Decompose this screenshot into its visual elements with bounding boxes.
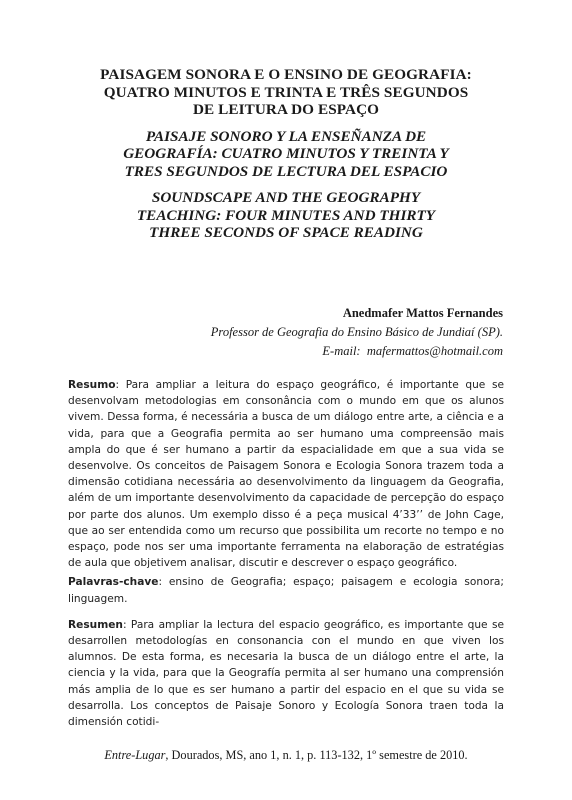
- title-en-line: THREE SECONDS OF SPACE READING: [149, 224, 423, 241]
- title-es-line: TRES SEGUNDOS DE LECTURA DEL ESPACIO: [124, 162, 448, 180]
- resumo-text: : Para ampliar a leitura do espaço geográfico, é importante que se desenvolvam metodologias em consonância com o mundo em que os alunos vivem. Dessa forma, é necessária a busca de um diálogo entre arte, a ciência e a vida, para que a Geografia permita ao ser humano uma compreensão mais ampla do que é ser humano a partir da espacialidade em que a sua vida se desenvolve. Os conceitos de Paisagem Sonora e Ecologia Sonora trazem toda a dimensão cotidiana necessária ao desenvolvimento da linguagem da Geografia, além de um importante desenvolvimento da capacidade de percepção do espaço por parte dos alunos. Um exemplo disso é a peça musical 4’33’’ de John Cage, que ao ser entendida como um recurso que possibilita um recorte no tempo e no espaço, pode nos ser uma importante ferramenta na elaboração de estratégias de aula que objetivem analisar, discutir e descrever o espaço geográfico.: [68, 379, 504, 570]
- journal-name: Entre-Lugar: [104, 748, 166, 762]
- title-pt-line: PAISAGEM SONORA E O ENSINO DE GEOGRAFIA:: [100, 66, 472, 83]
- title-es-line: GEOGRAFÍA: CUATRO MINUTOS Y TREINTA Y: [123, 145, 449, 162]
- title-pt-line: DE LEITURA DO ESPAÇO: [192, 101, 380, 118]
- title-es-line: PAISAJE SONORO Y LA ENSEÑANZA DE: [145, 127, 427, 145]
- title-en-line: SOUNDSCAPE AND THE GEOGRAPHY: [151, 189, 421, 206]
- resumen-label: Resumen: [68, 618, 123, 631]
- title-block: [60, 66, 512, 242]
- author-name: Anedmafer Mattos Fernandes: [342, 306, 503, 320]
- keywords-label: Palavras-chave: [68, 576, 159, 589]
- author-block: [103, 303, 503, 361]
- resumo-label: Resumo: [68, 379, 116, 391]
- author-email-line: [103, 342, 503, 361]
- citation-text: , Dourados, MS, ano 1, n. 1, p. 113-132, 1º semestre de 2010.: [165, 748, 468, 762]
- page-footer: [68, 747, 504, 763]
- author-affiliation: Professor de Geografia do Ensino Básico de Jundiaí (SP).: [210, 325, 503, 339]
- title-en-line: TEACHING: FOUR MINUTES AND THIRTY: [136, 206, 436, 224]
- keywords-text: : ensino de Geografia; espaço; paisagem e ecologia sonora; linguagem.: [68, 576, 504, 605]
- resumen-paragraph: [68, 617, 504, 730]
- title-spanish: [60, 128, 512, 181]
- keywords-paragraph: [68, 574, 504, 606]
- title-pt-line: QUATRO MINUTOS E TRINTA E TRÊS SEGUNDOS: [103, 83, 469, 101]
- resumen-text: : Para ampliar la lectura del espacio geográfico, es importante que se desarrollen metodologías en consonancia con el mundo en que viven los alumnos. De esta forma, es necesaria la busca de un diálogo entre el arte, la ciencia y la vida, para que la Geografía permita al ser humano una comprensión más amplia de lo que es ser humano a partir del espacio en el que su vida se desarrolla. Los conceptos de Paisaje Sonoro y Ecología Sonora traen toda la dimensión cotidi-: [68, 618, 504, 729]
- title-english: [60, 189, 512, 242]
- abstract-section: [68, 377, 504, 730]
- email-label: E-mail:: [322, 344, 361, 358]
- email-link[interactable]: mafermattos@hotmail.com: [366, 344, 503, 358]
- resumo-paragraph: [68, 377, 504, 571]
- title-portuguese: [60, 66, 512, 119]
